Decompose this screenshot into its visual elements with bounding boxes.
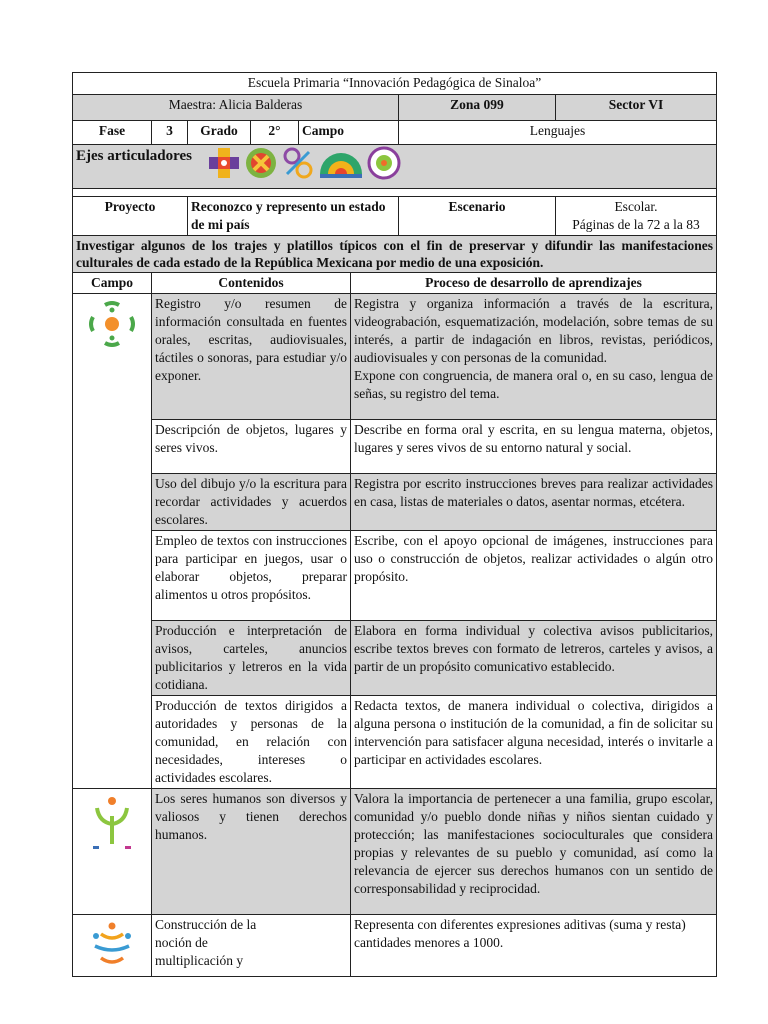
project-value: Reconozco y represento un estado de mi país (188, 197, 399, 236)
grado-value: 2° (251, 121, 299, 145)
proceso-text: Registra y organiza información a través de la escritura, videograbación, esquematización, modelación, sobre temas de su interés, a partir de indagación en libros, revistas, periódicos, audiovisuales y con personas de la comunidad. (354, 296, 713, 365)
spacer (73, 189, 717, 197)
table-row (73, 915, 717, 977)
contenido-line: Construcción de la (155, 917, 257, 932)
proceso-cell: Escribe, con el apoyo opcional de imágenes, instrucciones para uso o construcción de objetos, realizar actividades o algún otro propósito. (351, 531, 717, 621)
contenido-line: noción de (155, 935, 208, 950)
table-row (73, 696, 717, 789)
lenguajes-campo-icon (87, 299, 137, 349)
campo-lenguajes-cell (73, 294, 152, 789)
proceso-cell (351, 294, 717, 420)
scenario-value (556, 197, 717, 236)
teacher-name: Maestra: Alicia Balderas (73, 95, 399, 121)
project-label: Proyecto (73, 197, 188, 236)
school-name: Escuela Primaria “Innovación Pedagógica de Sinaloa” (73, 73, 717, 95)
proceso-cell: Valora la importancia de pertenecer a una familia, grupo escolar, comunidad y/o pueblo donde niñas y niños sientan cuidado y protección; las manifestaciones socioculturales que considera propias y relevantes de su pueblo y comunidad, así como la relevancia de ejercer sus derechos humanos con un sentido de corresponsabilidad y reciprocidad. (351, 789, 717, 915)
contenido-cell: Producción de textos dirigidos a autoridades y personas de la comunidad, en relación con necesidades, intereses o actividades escolares. (152, 696, 351, 789)
proceso-cell: Elabora en forma individual y colectiva avisos publicitarios, escribe textos breves con formato de letreros, carteles y avisos, a partir de un propósito comunicativo establecido. (351, 621, 717, 696)
planning-table (72, 72, 717, 977)
contenido-line: multiplicación y (155, 953, 244, 968)
grado-label: Grado (188, 121, 251, 145)
table-row (73, 531, 717, 621)
interculturalidad-icon (281, 146, 315, 180)
campo-value: Lenguajes (399, 121, 717, 145)
contenido-cell: Producción e interpretación de avisos, carteles, anuncios publicitarios y letreros en la vida cotidiana. (152, 621, 351, 696)
objective: Investigar algunos de los trajes y platillos típicos con el fin de preservar y difundir las manifestaciones culturales de cada estado de la República Mexicana por medio de una exposición. (73, 236, 717, 273)
inclusion-icon (207, 146, 241, 180)
contenido-cell: Registro y/o resumen de información consultada en fuentes orales, escritas, audiovisuales, táctiles o sonoras, para estudiar y/o exponer. (152, 294, 351, 420)
saberes-campo-icon (87, 920, 137, 970)
pensamiento-critico-icon (244, 146, 278, 180)
proceso-cell: Redacta textos, de manera individual o colectiva, dirigidos a alguna persona o institución de la comunidad, a fin de solicitar su intervención para satisfacer alguna necesidad, interés o invitarle a participar en actividades escolares. (351, 696, 717, 789)
igualdad-genero-icon (318, 146, 364, 180)
col-header-campo: Campo (73, 273, 152, 294)
contenido-cell (152, 915, 351, 977)
col-header-contenidos: Contenidos (152, 273, 351, 294)
vida-saludable-icon (367, 146, 401, 180)
table-row (73, 474, 717, 531)
proceso-cell: Describe en forma oral y escrita, en su lengua materna, objetos, lugares y seres vivos de su entorno natural y social. (351, 420, 717, 474)
fase-value: 3 (152, 121, 188, 145)
campo-label: Campo (299, 121, 399, 145)
ejes-row (73, 145, 717, 189)
contenido-cell: Empleo de textos con instrucciones para participar en juegos, usar o elaborar objetos, preparar alimentos u otros propósitos. (152, 531, 351, 621)
etica-naturaleza-campo-icon (87, 794, 137, 850)
table-row (73, 294, 717, 420)
fase-label: Fase (73, 121, 152, 145)
zone-label: Zona 099 (399, 95, 556, 121)
scenario-pages: Páginas de la 72 a la 83 (572, 217, 700, 232)
table-row (73, 621, 717, 696)
proceso-text-2: Expone con congruencia, de manera oral o, en su caso, lengua de señas, su registro del tema. (354, 368, 713, 401)
table-row (73, 789, 717, 915)
proceso-cell: Registra por escrito instrucciones breves para realizar actividades en casa, listas de materiales o datos, asentar normas, etcétera. (351, 474, 717, 531)
scenario-label: Escenario (399, 197, 556, 236)
col-header-proceso: Proceso de desarrollo de aprendizajes (351, 273, 717, 294)
table-row (73, 420, 717, 474)
contenido-cell: Uso del dibujo y/o la escritura para recordar actividades y acuerdos escolares. (152, 474, 351, 531)
campo-etica-cell (73, 789, 152, 915)
sector-label: Sector VI (556, 95, 717, 121)
scenario-type: Escolar. (614, 199, 658, 214)
ejes-icons (207, 146, 401, 180)
contenido-cell: Descripción de objetos, lugares y seres vivos. (152, 420, 351, 474)
contenido-cell: Los seres humanos son diversos y valiosos y tienen derechos humanos. (152, 789, 351, 915)
ejes-label: Ejes articuladores (76, 148, 192, 164)
proceso-cell: Representa con diferentes expresiones aditivas (suma y resta) cantidades menores a 1000. (351, 915, 717, 977)
campo-saberes-cell (73, 915, 152, 977)
